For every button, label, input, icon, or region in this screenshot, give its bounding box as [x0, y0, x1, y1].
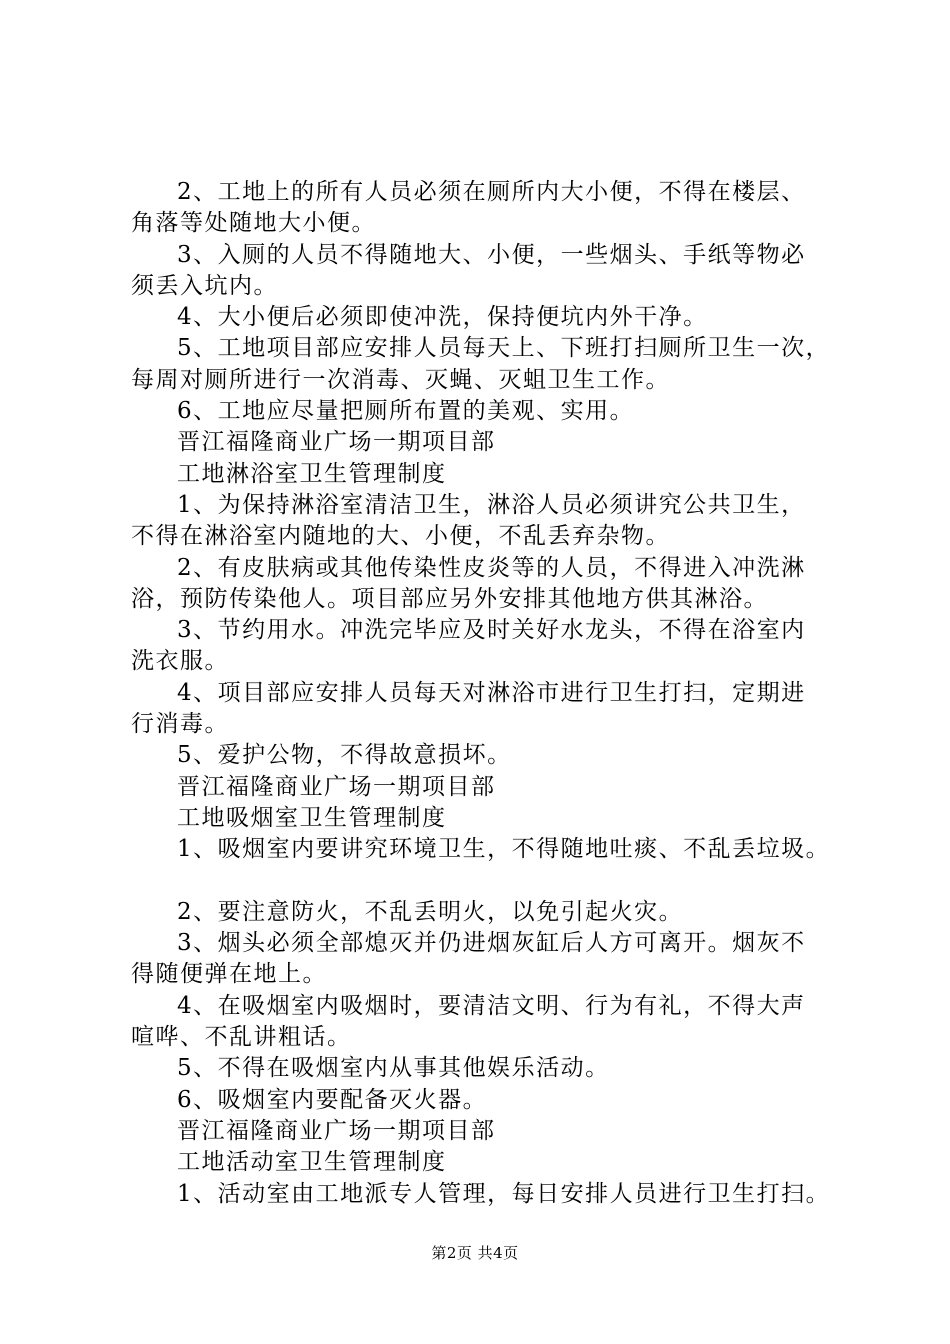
- text-line: 洗衣服。: [131, 648, 229, 675]
- text-line: 3、入厕的人员不得随地大、小便，一些烟头、手纸等物必: [177, 241, 806, 268]
- page-footer: 第2页 共4页: [431, 1244, 519, 1262]
- text-line: 3、烟头必须全部熄灭并仍进烟灰缸后人方可离开。烟灰不: [177, 930, 806, 957]
- text-line: 1、为保持淋浴室清洁卫生，淋浴人员必须讲究公共卫生，: [177, 491, 806, 518]
- text-line: 浴，预防传染他人。项目部应另外安排其他地方供其淋浴。: [131, 585, 768, 612]
- text-line: 5、不得在吸烟室内从事其他娱乐活动。: [177, 1055, 610, 1082]
- text-line: 行消毒。: [131, 711, 229, 738]
- text-line: 1、活动室由工地派专人管理，每日安排人员进行卫生打扫。: [177, 1180, 831, 1207]
- text-line: 4、项目部应安排人员每天对淋浴市进行卫生打扫，定期进: [177, 679, 806, 706]
- text-line: 4、大小便后必须即使冲洗，保持便坑内外干净。: [177, 304, 708, 331]
- text-line: 晋江福隆商业广场一期项目部: [177, 773, 496, 800]
- text-line: 每周对厕所进行一次消毒、灭蝇、灭蛆卫生工作。: [131, 366, 670, 393]
- blank-line: [131, 866, 851, 897]
- text-line: 角落等处随地大小便。: [131, 210, 376, 237]
- text-line: 2、有皮肤病或其他传染性皮炎等的人员，不得进入冲洗淋: [177, 554, 806, 581]
- text-line: 喧哗、不乱讲粗话。: [131, 1024, 352, 1051]
- text-line: 4、在吸烟室内吸烟时，要清洁文明、行为有礼，不得大声: [177, 992, 806, 1019]
- text-line: 6、吸烟室内要配备灭火器。: [177, 1086, 488, 1113]
- text-line: 晋江福隆商业广场一期项目部: [177, 1117, 496, 1144]
- text-line: 不得在淋浴室内随地的大、小便，不乱丢弃杂物。: [131, 523, 670, 550]
- text-line: 工地淋浴室卫生管理制度: [177, 460, 447, 487]
- text-line: 2、工地上的所有人员必须在厕所内大小便，不得在楼层、: [177, 179, 806, 205]
- text-line: 得随便弹在地上。: [131, 961, 327, 988]
- text-line: 工地活动室卫生管理制度: [177, 1149, 447, 1176]
- text-line: 晋江福隆商业广场一期项目部: [177, 429, 496, 456]
- text-line: 2、要注意防火，不乱丢明火，以免引起火灾。: [177, 898, 684, 925]
- text-line: 6、工地应尽量把厕所布置的美观、实用。: [177, 398, 635, 425]
- text-line: 1、吸烟室内要讲究环境卫生，不得随地吐痰、不乱丢垃圾。: [177, 836, 831, 863]
- text-line: 工地吸烟室卫生管理制度: [177, 804, 447, 831]
- text-line: 3、节约用水。冲洗完毕应及时关好水龙头，不得在浴室内: [177, 617, 806, 644]
- text-line: 5、爱护公物，不得故意损坏。: [177, 742, 512, 769]
- document-body: [131, 177, 851, 1210]
- text-line: 须丢入坑内。: [131, 272, 278, 299]
- text-line: 5、工地项目部应安排人员每天上、下班打扫厕所卫生一次，: [177, 335, 831, 362]
